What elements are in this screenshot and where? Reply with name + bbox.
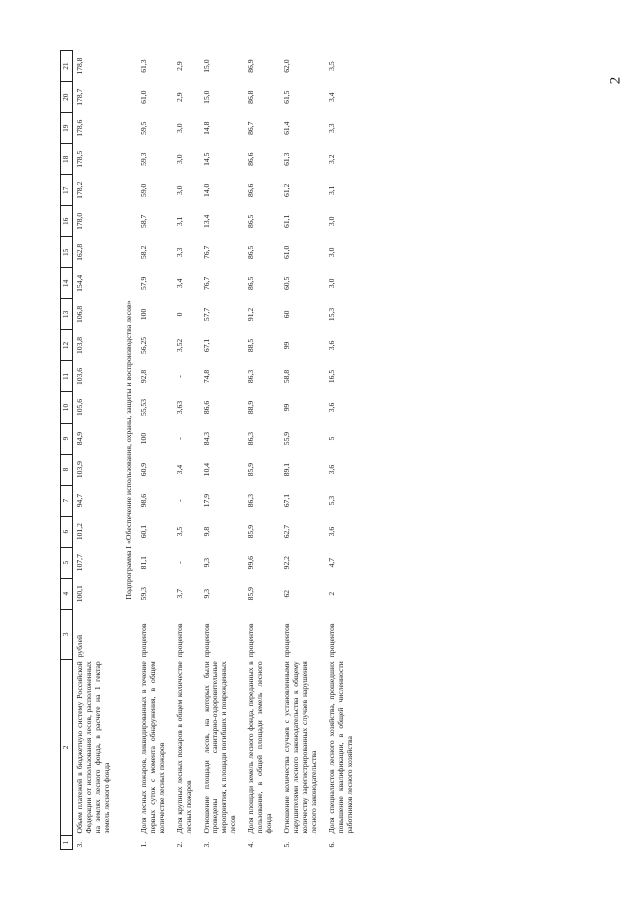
column-numbers-row: [61, 51, 73, 850]
value-cell: 103,9: [74, 461, 84, 479]
value-cell: 9,8: [201, 526, 211, 537]
value-cell: 3,0: [326, 216, 336, 227]
value-cell: 101,2: [74, 523, 84, 541]
value-cell: 178,2: [74, 181, 84, 199]
row-index: 4.: [246, 841, 256, 848]
table-body-subprogram: [137, 51, 361, 850]
col-num: 7: [61, 485, 73, 516]
value-cell: 3,6: [326, 402, 336, 413]
value-cell: 88,5: [246, 338, 256, 353]
value-cell: 3,6: [326, 464, 336, 475]
value-cell: 86,5: [246, 245, 256, 259]
value-cell: 57,7: [201, 307, 211, 322]
value-cell: 178,8: [74, 57, 84, 75]
value-cell: 0: [174, 312, 184, 317]
value-cell: 16,5: [326, 369, 336, 384]
value-cell: 3,1: [326, 185, 336, 196]
col-num: 13: [61, 299, 73, 330]
value-cell: 3,1: [174, 216, 184, 227]
table-row: [200, 51, 245, 850]
value-cell: 61,5: [282, 90, 292, 104]
value-cell: 67,1: [201, 338, 211, 353]
value-cell: 99: [282, 341, 292, 350]
col-num: 15: [61, 237, 73, 268]
value-cell: 14,0: [201, 183, 211, 197]
value-cell: 3,4: [174, 278, 184, 289]
col-num: 11: [61, 361, 73, 392]
subprogram-heading-row: [118, 51, 137, 850]
value-cell: 13,4: [201, 214, 211, 228]
value-cell: 162,8: [74, 243, 84, 261]
col-num: 6: [61, 516, 73, 547]
value-cell: 14,8: [201, 121, 211, 135]
col-num: 19: [61, 113, 73, 144]
indicator-name: Объем платежей в бюджетную систему Российской Федерации от использования лесов, расположенных на землях лесного фонда, в расчете на 1 гектар земель лесного фонда: [74, 661, 111, 834]
value-cell: 100,1: [74, 585, 84, 603]
value-cell: 60,1: [138, 524, 148, 539]
col-num: 8: [61, 454, 73, 485]
value-cell: 9,3: [201, 588, 211, 599]
value-cell: 85,9: [246, 587, 256, 601]
unit-cell: процентов: [282, 623, 292, 658]
rotated-table-page: [60, 50, 580, 850]
value-cell: 84,3: [201, 431, 211, 446]
row-index: 2.: [174, 841, 184, 848]
value-cell: 178,0: [74, 212, 84, 230]
value-cell: 58,8: [282, 369, 292, 384]
value-cell: 3,3: [174, 247, 184, 258]
value-cell: 3,7: [174, 588, 184, 599]
value-cell: 3,0: [174, 185, 184, 196]
value-cell: 3,0: [174, 123, 184, 133]
value-cell: -: [174, 375, 184, 378]
value-cell: 76,7: [201, 276, 211, 291]
value-cell: 57,9: [138, 276, 148, 291]
value-cell: 106,8: [74, 305, 84, 323]
col-num: 9: [61, 423, 73, 454]
col-num: 4: [61, 578, 73, 609]
value-cell: 4,7: [326, 557, 336, 568]
unit-cell: процентов: [326, 623, 336, 658]
value-cell: 99,6: [246, 556, 256, 570]
unit-cell: процентов: [138, 623, 148, 658]
row-index: 3.: [74, 841, 84, 848]
value-cell: 3,63: [174, 400, 184, 415]
page-number: 2: [607, 76, 624, 85]
value-cell: 89,1: [282, 462, 292, 477]
value-cell: 105,6: [74, 398, 84, 417]
value-cell: 15,3: [326, 307, 336, 322]
table-row: [244, 51, 280, 850]
value-cell: 91,2: [246, 307, 256, 322]
value-cell: 2: [326, 591, 336, 596]
value-cell: -: [174, 499, 184, 502]
value-cell: 154,4: [74, 274, 84, 292]
value-cell: 100: [138, 432, 148, 445]
value-cell: 86,8: [246, 90, 256, 104]
indicator-name: Доля лесных пожаров, ликвидированных в течение первых суток с момента обнаружения, в общем количестве лесных пожаров: [138, 661, 166, 834]
value-cell: 9,3: [201, 557, 211, 568]
value-cell: 76,7: [201, 245, 211, 259]
table-row: [173, 51, 200, 850]
col-num: 16: [61, 206, 73, 237]
value-cell: 5,3: [326, 495, 336, 506]
value-cell: 81,1: [138, 556, 148, 570]
row-index: 5.: [282, 841, 292, 848]
value-cell: 15,0: [201, 90, 211, 104]
value-cell: 92,2: [282, 556, 292, 570]
subprogram-heading-section: [118, 51, 137, 850]
value-cell: 10,4: [201, 462, 211, 477]
value-cell: 178,6: [74, 119, 84, 137]
value-cell: 62: [282, 589, 292, 598]
row-index: 6.: [326, 841, 336, 848]
value-cell: 94,7: [74, 493, 84, 508]
value-cell: 3,6: [326, 526, 336, 537]
value-cell: 74,8: [201, 369, 211, 384]
value-cell: 58,7: [138, 214, 148, 228]
value-cell: 62,7: [282, 524, 292, 539]
value-cell: 103,8: [74, 336, 84, 354]
col-num: 18: [61, 144, 73, 175]
value-cell: 59,3: [138, 152, 148, 166]
value-cell: 3,6: [326, 340, 336, 351]
indicators-table: [60, 50, 361, 850]
table-row: [137, 51, 173, 850]
table-body-top: [72, 51, 117, 850]
value-cell: 103,6: [74, 367, 84, 386]
indicator-name: Доля площади земель лесного фонда, переданных в пользование, в общей площади земель лесного фонда: [246, 661, 274, 834]
value-cell: 56,25: [138, 336, 148, 354]
value-cell: 3,5: [174, 526, 184, 537]
value-cell: 3,0: [174, 154, 184, 164]
value-cell: 86,7: [246, 121, 256, 135]
value-cell: 107,7: [74, 554, 84, 572]
table-row: [72, 51, 117, 850]
value-cell: 86,6: [201, 400, 211, 415]
col-num: 21: [61, 51, 73, 82]
col-num: 10: [61, 392, 73, 423]
unit-cell: процентов: [174, 623, 184, 658]
value-cell: 92,8: [138, 369, 148, 384]
value-cell: 55,9: [282, 431, 292, 446]
indicator-name: Отношение количества случаев с установленными нарушителями лесного законодательства к общему количеству зарегистрированных случаев нарушения лесного законодательства: [282, 661, 319, 834]
value-cell: 61,3: [282, 152, 292, 166]
value-cell: 86,3: [246, 493, 256, 508]
value-cell: 17,9: [201, 493, 211, 508]
value-cell: 178,7: [74, 88, 84, 106]
value-cell: 86,6: [246, 152, 256, 166]
col-num: 20: [61, 82, 73, 113]
value-cell: 60,9: [138, 462, 148, 477]
value-cell: 85,9: [246, 462, 256, 477]
col-num: 1: [61, 835, 73, 849]
row-index: 3.: [201, 841, 211, 848]
value-cell: 99: [282, 403, 292, 412]
value-cell: -: [174, 437, 184, 440]
value-cell: 86,9: [246, 59, 256, 73]
value-cell: 3,3: [326, 123, 336, 133]
value-cell: 3,5: [326, 61, 336, 71]
col-num: 14: [61, 268, 73, 299]
col-num: 17: [61, 175, 73, 206]
unit-cell: рублей: [74, 634, 84, 658]
subprogram-title: Подпрограмма I «Обеспечение использования, охраны, защиты и воспроизводства лесов»: [123, 300, 133, 600]
value-cell: 3,4: [174, 464, 184, 475]
value-cell: 2,9: [174, 92, 184, 102]
col-num: 3: [61, 609, 73, 659]
col-num: 12: [61, 330, 73, 361]
value-cell: 2,9: [174, 61, 184, 71]
value-cell: 61,0: [282, 245, 292, 259]
value-cell: 100: [138, 308, 148, 321]
value-cell: 61,4: [282, 121, 292, 135]
value-cell: 3,0: [326, 278, 336, 289]
value-cell: 86,3: [246, 431, 256, 446]
value-cell: 62,0: [282, 59, 292, 73]
value-cell: 86,5: [246, 214, 256, 228]
value-cell: 98,6: [138, 493, 148, 508]
value-cell: 3,52: [174, 338, 184, 353]
value-cell: 86,5: [246, 276, 256, 291]
unit-cell: процентов: [201, 623, 211, 658]
value-cell: 61,0: [138, 90, 148, 104]
col-num: 2: [61, 659, 73, 835]
value-cell: 60: [282, 310, 292, 319]
value-cell: 3,4: [326, 92, 336, 102]
indicator-name: Доля крупных лесных пожаров в общем количестве лесных пожаров: [174, 661, 193, 834]
col-num: 5: [61, 547, 73, 578]
value-cell: 61,3: [138, 59, 148, 73]
value-cell: 85,9: [246, 524, 256, 539]
table-row: [280, 51, 325, 850]
value-cell: 58,2: [138, 245, 148, 259]
value-cell: 15,0: [201, 59, 211, 73]
value-cell: 86,6: [246, 183, 256, 197]
value-cell: 84,9: [74, 431, 84, 446]
value-cell: 60,5: [282, 276, 292, 291]
value-cell: 55,53: [138, 398, 148, 417]
value-cell: 67,1: [282, 493, 292, 508]
value-cell: 3,0: [326, 247, 336, 258]
value-cell: 59,0: [138, 183, 148, 197]
row-index: 1.: [138, 841, 148, 848]
value-cell: 178,5: [74, 150, 84, 168]
table-row: [325, 51, 361, 850]
value-cell: 61,1: [282, 214, 292, 228]
value-cell: 61,2: [282, 183, 292, 197]
value-cell: 3,2: [326, 154, 336, 164]
indicator-name: Доля специалистов лесного хозяйства, прошедших повышение квалификации, в общей численности работников лесного хозяйства: [326, 661, 354, 834]
value-cell: -: [174, 561, 184, 564]
value-cell: 86,3: [246, 369, 256, 384]
value-cell: 5: [326, 436, 336, 441]
value-cell: 14,5: [201, 152, 211, 166]
unit-cell: процентов: [246, 623, 256, 658]
indicator-name: Отношение площади лесов, на которых были проведены санитарно-оздоровительные мероприятия, к площади погибших и поврежденных лесов: [201, 661, 238, 834]
value-cell: 59,3: [138, 587, 148, 601]
value-cell: 88,9: [246, 400, 256, 415]
value-cell: 59,5: [138, 121, 148, 135]
